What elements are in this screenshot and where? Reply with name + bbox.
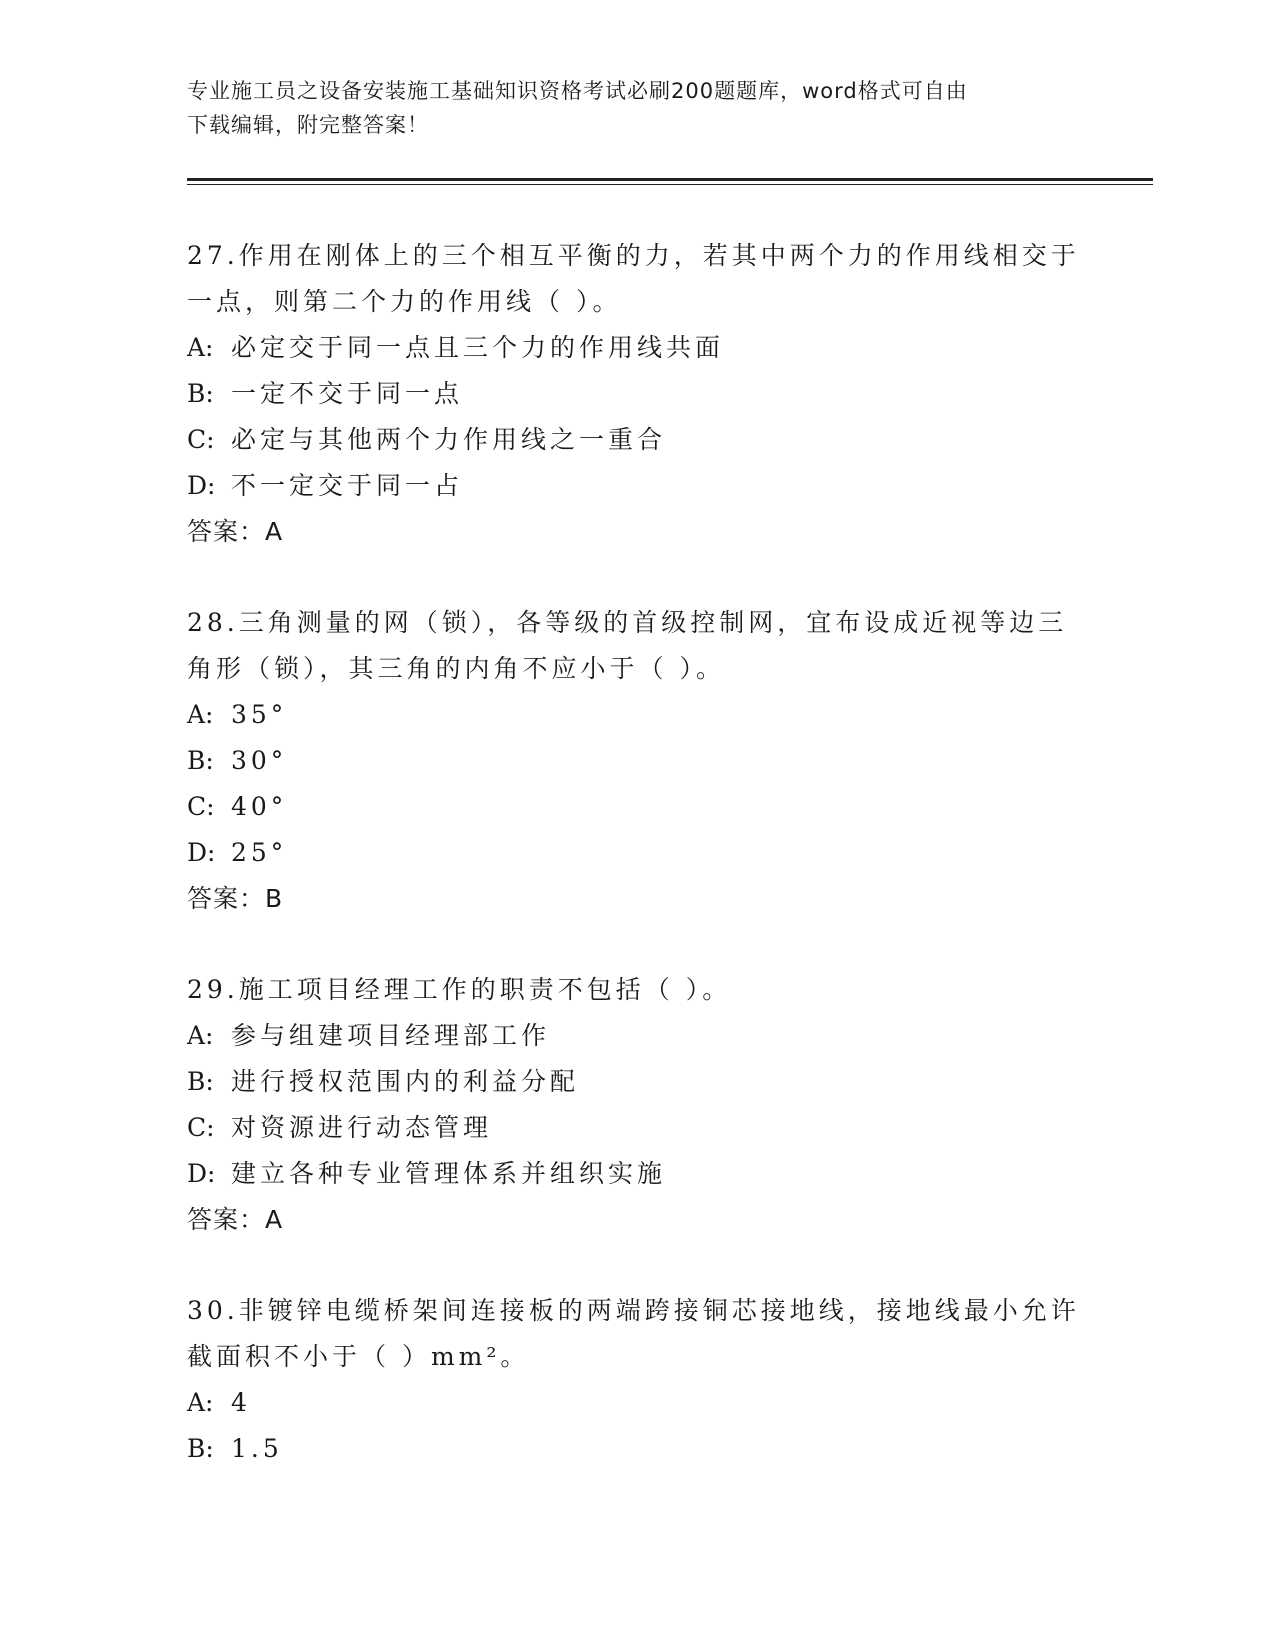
option-text: 建立各种专业管理体系并组织实施 <box>231 1159 667 1188</box>
option-text: 进行授权范围内的利益分配 <box>231 1067 580 1096</box>
option-letter: D: <box>187 471 216 500</box>
option-b <box>187 371 1087 417</box>
option-c <box>187 784 1087 830</box>
option-letter: B: <box>187 379 214 408</box>
answer: 答案：A <box>187 1205 284 1234</box>
option-c <box>187 1105 1087 1151</box>
header-line-1: 专业施工员之设备安装施工基础知识资格考试必刷200题题库，word格式可自由 <box>187 79 968 103</box>
option-letter: B: <box>187 1434 214 1463</box>
option-text: 30° <box>231 746 288 775</box>
option-text: 1.5 <box>231 1434 283 1463</box>
option-text: 40° <box>231 792 288 821</box>
option-letter: D: <box>187 1159 216 1188</box>
option-text: 25° <box>231 838 288 867</box>
option-text: 4 <box>231 1388 251 1417</box>
option-letter: A: <box>187 1021 214 1050</box>
option-letter: C: <box>187 425 215 454</box>
option-a <box>187 692 1087 738</box>
question-27 <box>187 233 1087 555</box>
option-text: 一定不交于同一点 <box>231 379 464 408</box>
option-d <box>187 830 1087 876</box>
answer: 答案：A <box>187 517 284 546</box>
option-text: 不一定交于同一占 <box>231 471 464 500</box>
option-letter: A: <box>187 700 214 729</box>
question-stem-continued: 角形（锁），其三角的内角不应小于（ ）。 <box>187 654 725 683</box>
option-text: 必定与其他两个力作用线之一重合 <box>231 425 667 454</box>
option-letter: B: <box>187 746 214 775</box>
question-30 <box>187 1288 1087 1472</box>
option-d <box>187 1151 1087 1197</box>
question-stem-continued: 一点，则第二个力的作用线（ ）。 <box>187 287 622 316</box>
option-d <box>187 463 1087 509</box>
option-letter: D: <box>187 838 216 867</box>
header-divider-thin <box>187 184 1153 185</box>
question-stem-continued: 截面积不小于（ ）mm²。 <box>187 1342 530 1371</box>
option-a <box>187 1013 1087 1059</box>
question-28 <box>187 600 1087 922</box>
header-line-2: 下载编辑，附完整答案！ <box>187 113 429 137</box>
option-letter: A: <box>187 1388 214 1417</box>
option-b <box>187 1426 1087 1472</box>
option-b <box>187 738 1087 784</box>
option-letter: A: <box>187 333 214 362</box>
option-text: 参与组建项目经理部工作 <box>231 1021 551 1050</box>
question-stem: 30.非镀锌电缆桥架间连接板的两端跨接铜芯接地线，接地线最小允许 <box>187 1296 1080 1325</box>
option-c <box>187 417 1087 463</box>
question-stem: 27.作用在刚体上的三个相互平衡的力，若其中两个力的作用线相交于 <box>187 241 1080 270</box>
answer: 答案：B <box>187 884 284 913</box>
option-a <box>187 325 1087 371</box>
question-stem: 28.三角测量的网（锁），各等级的首级控制网，宜布设成近视等边三 <box>187 608 1068 637</box>
option-text: 对资源进行动态管理 <box>231 1113 493 1142</box>
option-b <box>187 1059 1087 1105</box>
header-divider-thick <box>187 178 1153 181</box>
question-stem: 29.施工项目经理工作的职责不包括（ ）。 <box>187 975 732 1004</box>
option-text: 35° <box>231 700 288 729</box>
option-letter: C: <box>187 792 215 821</box>
option-letter: B: <box>187 1067 214 1096</box>
question-29 <box>187 967 1087 1243</box>
document-header <box>187 74 1087 142</box>
option-letter: C: <box>187 1113 215 1142</box>
option-a <box>187 1380 1087 1426</box>
option-text: 必定交于同一点且三个力的作用线共面 <box>231 333 725 362</box>
